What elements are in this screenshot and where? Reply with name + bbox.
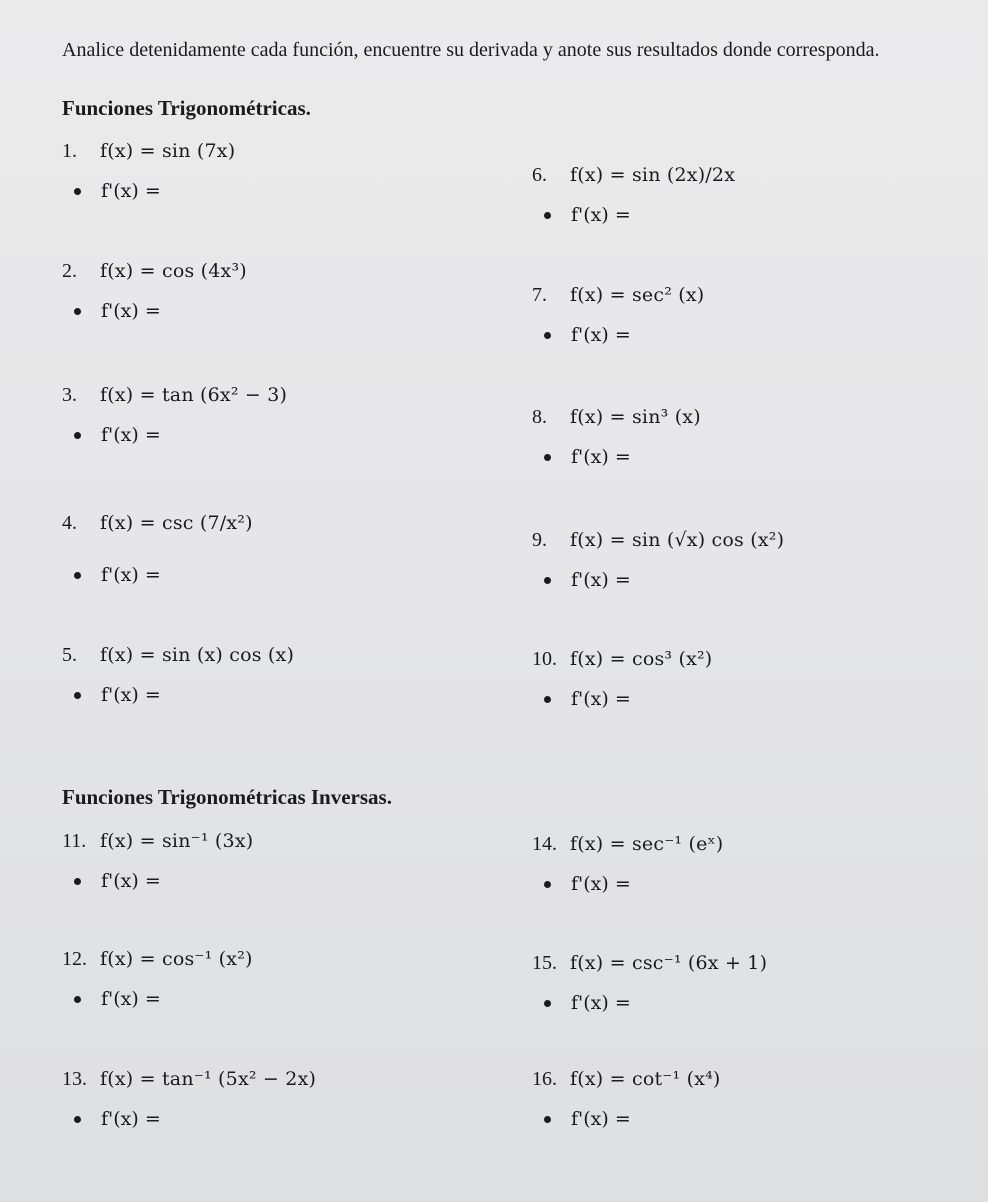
problem-number: 11. — [62, 829, 87, 852]
answer-line[interactable] — [74, 560, 253, 590]
problem-16 — [532, 1064, 721, 1134]
bullet-icon — [74, 878, 81, 885]
bullet-icon — [74, 308, 81, 315]
problem-function: f(x) = tan (6x² − 3) — [100, 384, 288, 406]
problem-number: 6. — [532, 163, 547, 186]
problem-1 — [62, 136, 235, 206]
derivative-label: f'(x) = — [571, 873, 631, 895]
problem-function: f(x) = cos⁻¹ (x²) — [100, 948, 253, 970]
problem-function: f(x) = sec⁻¹ (eˣ) — [570, 833, 724, 855]
problem-number: 13. — [62, 1067, 87, 1090]
answer-line[interactable] — [544, 1104, 721, 1134]
derivative-label: f'(x) = — [571, 446, 631, 468]
bullet-icon — [74, 1116, 81, 1123]
bullet-icon — [544, 1116, 551, 1123]
bullet-icon — [74, 572, 81, 579]
problem-number: 15. — [532, 951, 557, 974]
derivative-label: f'(x) = — [571, 569, 631, 591]
problem-number: 8. — [532, 405, 547, 428]
bullet-icon — [544, 212, 551, 219]
bullet-icon — [74, 188, 81, 195]
section-title-inverse-trig: Funciones Trigonométricas Inversas. — [62, 785, 392, 809]
answer-line[interactable] — [544, 565, 784, 595]
derivative-label: f'(x) = — [101, 180, 161, 202]
answer-line[interactable] — [544, 200, 735, 230]
derivative-label: f'(x) = — [571, 688, 631, 710]
problem-13 — [62, 1064, 316, 1134]
answer-line[interactable] — [74, 1104, 316, 1134]
derivative-label: f'(x) = — [101, 564, 161, 586]
problem-14 — [532, 829, 723, 899]
problem-15 — [532, 948, 767, 1018]
problem-number: 16. — [532, 1067, 557, 1090]
bullet-icon — [544, 454, 551, 461]
answer-line[interactable] — [74, 420, 287, 450]
derivative-label: f'(x) = — [101, 1108, 161, 1130]
problem-4 — [62, 508, 253, 590]
problem-function: f(x) = sec² (x) — [570, 284, 705, 306]
bullet-icon — [74, 996, 81, 1003]
derivative-label: f'(x) = — [571, 1108, 631, 1130]
problem-function: f(x) = cot⁻¹ (x⁴) — [570, 1068, 721, 1090]
problem-number: 12. — [62, 947, 87, 970]
problem-12 — [62, 944, 253, 1014]
bullet-icon — [544, 1000, 551, 1007]
derivative-label: f'(x) = — [101, 988, 161, 1010]
problem-function: f(x) = csc⁻¹ (6x + 1) — [570, 952, 768, 974]
problem-number: 5. — [62, 643, 77, 666]
problem-number: 14. — [532, 832, 557, 855]
derivative-label: f'(x) = — [101, 870, 161, 892]
bullet-icon — [544, 881, 551, 888]
derivative-label: f'(x) = — [571, 992, 631, 1014]
problem-6 — [532, 160, 735, 230]
bullet-icon — [74, 692, 81, 699]
problem-number: 1. — [62, 139, 77, 162]
answer-line[interactable] — [544, 988, 767, 1018]
problem-function: f(x) = cos³ (x²) — [570, 648, 713, 670]
problem-function: f(x) = sin (7x) — [100, 140, 236, 162]
problem-11 — [62, 826, 253, 896]
answer-line[interactable] — [74, 176, 235, 206]
problem-5 — [62, 640, 294, 710]
derivative-label: f'(x) = — [101, 424, 161, 446]
bullet-icon — [74, 432, 81, 439]
derivative-label: f'(x) = — [101, 684, 161, 706]
answer-line[interactable] — [544, 869, 723, 899]
problem-function: f(x) = sin⁻¹ (3x) — [100, 830, 254, 852]
problem-number: 3. — [62, 383, 77, 406]
answer-line[interactable] — [544, 442, 701, 472]
problem-function: f(x) = cos (4x³) — [100, 260, 247, 282]
problem-function: f(x) = sin (√x) cos (x²) — [570, 529, 785, 551]
problem-7 — [532, 280, 704, 350]
derivative-label: f'(x) = — [571, 204, 631, 226]
derivative-label: f'(x) = — [571, 324, 631, 346]
problem-9 — [532, 525, 784, 595]
problem-number: 4. — [62, 511, 77, 534]
problem-3 — [62, 380, 287, 450]
problem-function: f(x) = csc (7/x²) — [100, 512, 253, 534]
instructions: Analice detenidamente cada función, encuentre su derivada y anote sus resultados donde corresponda. — [62, 39, 880, 61]
answer-line[interactable] — [74, 984, 253, 1014]
answer-line[interactable] — [74, 680, 294, 710]
problem-number: 2. — [62, 259, 77, 282]
problem-10 — [532, 644, 712, 714]
problem-function: f(x) = sin (x) cos (x) — [100, 644, 295, 666]
answer-line[interactable] — [544, 320, 704, 350]
problem-number: 7. — [532, 283, 547, 306]
answer-line[interactable] — [544, 684, 712, 714]
problem-function: f(x) = tan⁻¹ (5x² − 2x) — [100, 1068, 317, 1090]
answer-line[interactable] — [74, 866, 253, 896]
bullet-icon — [544, 332, 551, 339]
bullet-icon — [544, 696, 551, 703]
problem-number: 9. — [532, 528, 547, 551]
answer-line[interactable] — [74, 296, 247, 326]
problem-function: f(x) = sin (2x)/2x — [570, 164, 736, 186]
problem-8 — [532, 402, 701, 472]
section-title-trig: Funciones Trigonométricas. — [62, 96, 311, 120]
derivative-label: f'(x) = — [101, 300, 161, 322]
problem-2 — [62, 256, 247, 326]
problem-function: f(x) = sin³ (x) — [570, 406, 701, 428]
problem-number: 10. — [532, 647, 557, 670]
bullet-icon — [544, 577, 551, 584]
